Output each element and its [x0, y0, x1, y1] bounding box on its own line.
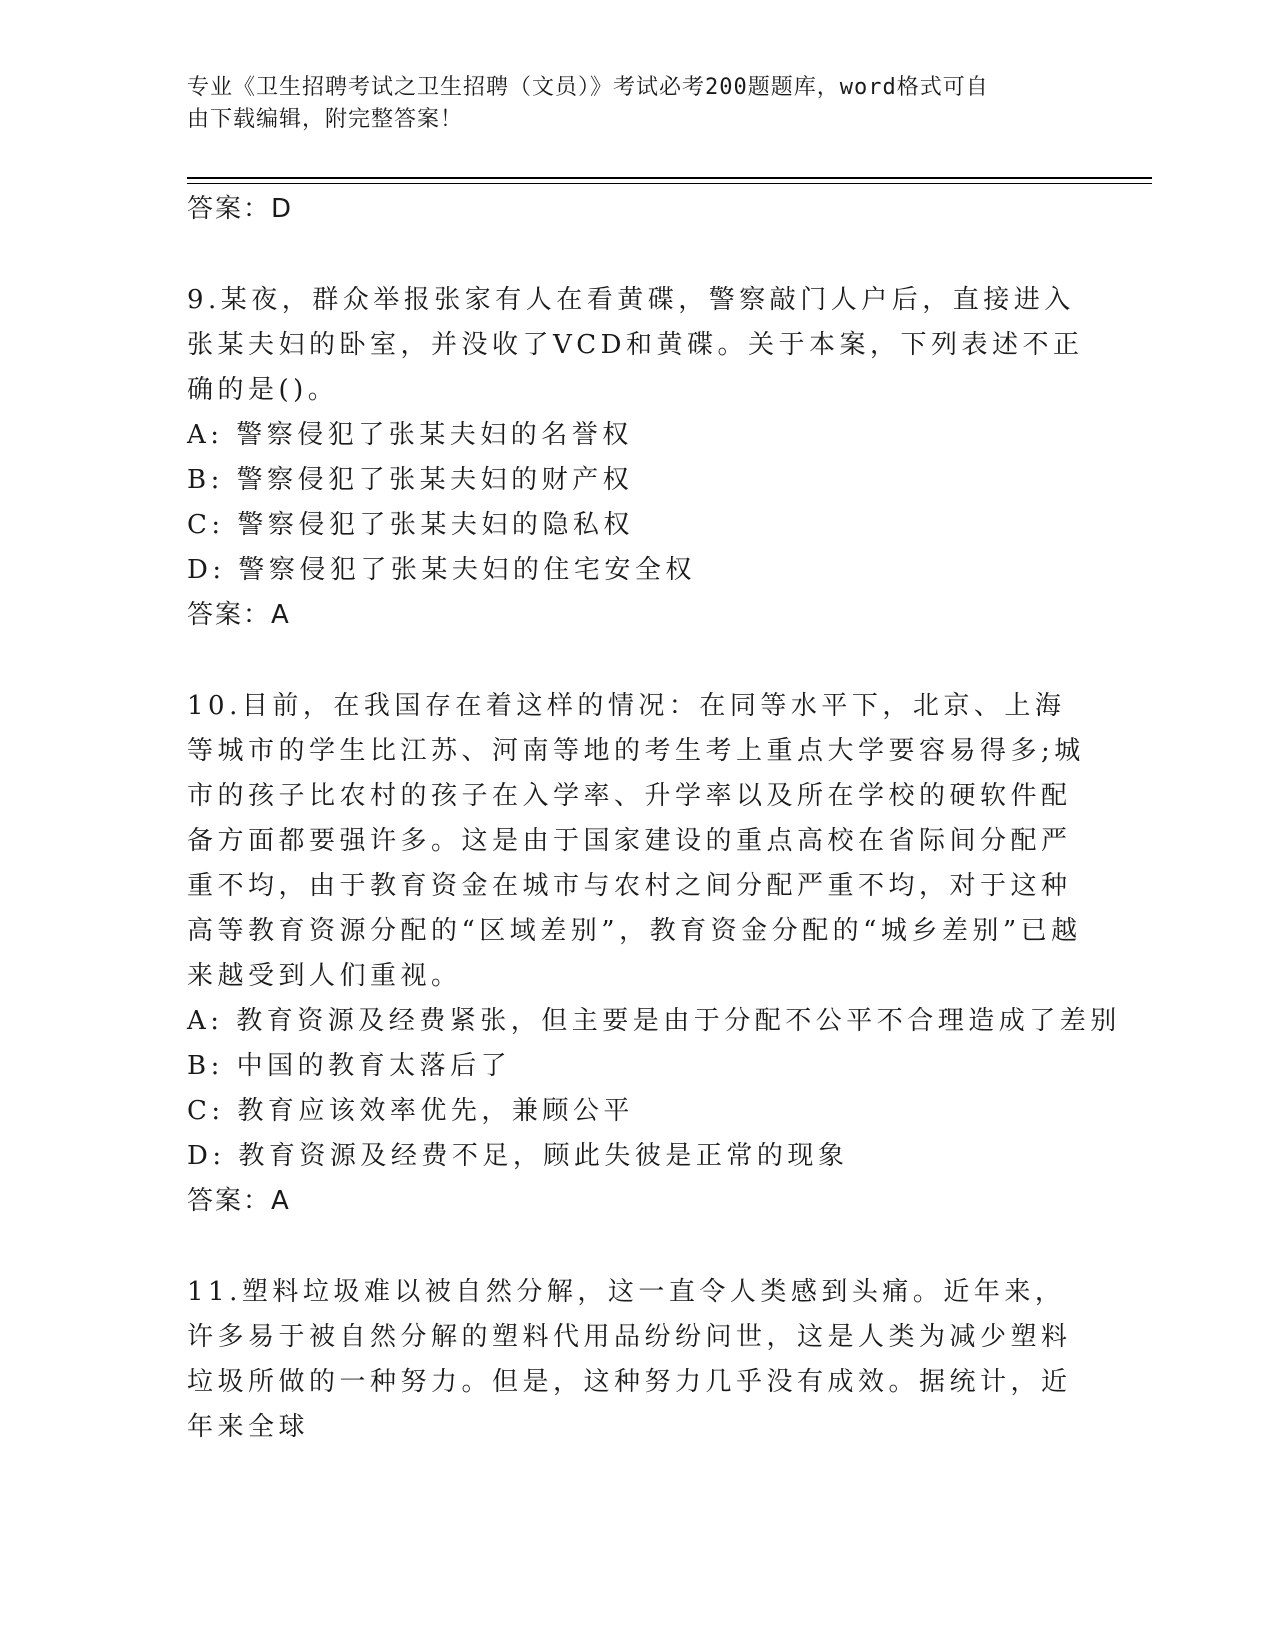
header-rule-thin [187, 183, 1152, 184]
header-line-1: 专业《卫生招聘考试之卫生招聘（文员）》考试必考200题题库，word格式可自 [187, 75, 989, 100]
answer-previous: 答案：D [187, 194, 294, 224]
question-10 [187, 684, 1121, 1224]
question-stem: 11.塑料垃圾难以被自然分解，这一直令人类感到头痛。近年来，许多易于被自然分解的塑料代用品纷纷问世，这是人类为减少塑料垃圾所做的一种努力。但是，这种努力几乎没有成效。据统计，近年来全球 [187, 1277, 1072, 1442]
spacer [187, 232, 1087, 278]
answer: 答案：A [187, 600, 291, 630]
option-a: A: 教育资源及经费紧张，但主要是由于分配不公平不合理造成了差别 [187, 1006, 1121, 1036]
option-b: B: 中国的教育太落后了 [187, 1051, 512, 1081]
option-d: D: 教育资源及经费不足，顾此失彼是正常的现象 [187, 1141, 849, 1171]
document-body [187, 187, 1121, 1450]
header-rule-thick [187, 177, 1152, 179]
option-c: C: 警察侵犯了张某夫妇的隐私权 [187, 510, 634, 540]
question-stem: 9.某夜，群众举报张家有人在看黄碟，警察敲门人户后，直接进入张某夫妇的卧室，并没收了VCD和黄碟。关于本案，下列表述不正确的是()。 [187, 285, 1084, 405]
spacer [187, 638, 1087, 684]
header-line-2: 由下载编辑，附完整答案！ [187, 107, 464, 132]
option-b: B: 警察侵犯了张某夫妇的财产权 [187, 465, 634, 495]
option-a: A: 警察侵犯了张某夫妇的名誉权 [187, 420, 633, 450]
spacer [187, 1224, 1087, 1270]
question-11 [187, 1270, 1087, 1450]
question-stem: 10.目前，在我国存在着这样的情况：在同等水平下，北京、上海等城市的学生比江苏、河南等地的考生考上重点大学要容易得多;城市的孩子比农村的孩子在入学率、升学率以及所在学校的硬软件配备方面都要强许多。这是由于国家建设的重点高校在省际间分配严重不均，由于教育资金在城市与农村之间分配严重不均，对于这种高等教育资源分配的“区域差别”，教育资金分配的“城乡差别”已越来越受到人们重视。 [187, 691, 1085, 991]
document-header [187, 72, 1067, 136]
option-d: D: 警察侵犯了张某夫妇的住宅安全权 [187, 555, 696, 585]
question-9 [187, 278, 1087, 638]
option-c: C: 教育应该效率优先，兼顾公平 [187, 1096, 634, 1126]
answer: 答案：A [187, 1186, 291, 1216]
